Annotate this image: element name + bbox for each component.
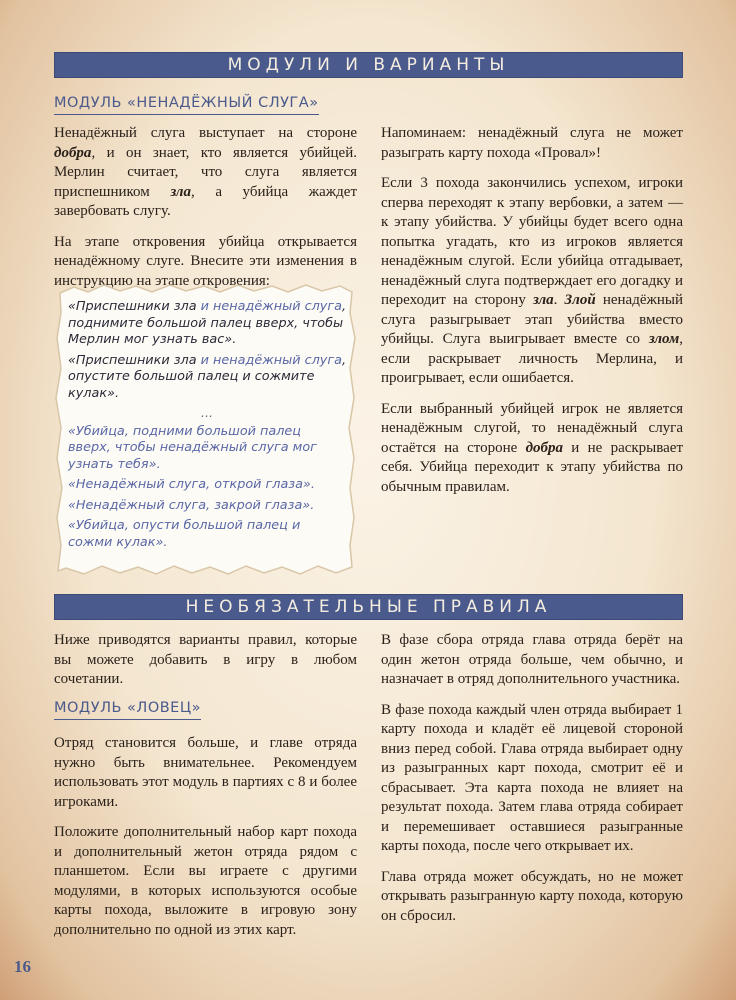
paragraph: Положите дополнительный набор карт похода и дополнительный жетон отряда рядом с планшетом. Если вы играете с другими модулями, в которых используются особые карты похода, выложите в игровую зону дополнительно по одной из этих карт.	[54, 824, 357, 938]
emphasis-evil: зла	[170, 183, 191, 200]
module1-right-column	[381, 124, 683, 508]
script-line: «Убийца, опусти большой палец и сожми кулак».	[68, 518, 301, 550]
paragraph: Если выбранный убийцей игрок не является ненадёжным слугой, то ненадёжный слуга остаётся на стороне добра и не раскрывает себя. Убийца переходит к этапу убийства по обычным правилам.	[381, 400, 684, 495]
paragraph: Ниже приводятся варианты правил, которые вы можете добавить в игру в любом сочетании.	[54, 632, 357, 687]
paragraph: На этапе откровения убийца открывается ненадёжному слуге. Внесите эти изменения в инструкцию на этапе откровения:	[54, 233, 357, 289]
inserted-text: и ненадёжный слуга	[200, 299, 342, 314]
script-line: «Убийца, подними большой палец вверх, чтобы ненадёжный слуга мог узнать тебя».	[68, 423, 317, 472]
paragraph: Если 3 похода закончились успехом, игроки сперва переходят к этапу вербовки, а затем — к этапу убийства. У убийцы будет всего одна попытка угадать, кто из игроков является ненадёжным слугой. Если убийца отгадывает, ненадёжный слуга подтверждает его догадку и переходит на сторону зла. Злой ненадёжный слуга разыгрывает этап убийства вместо убийцы. Слуга выигрывает вместе со злом, если раскрывает личность Мерлина, и проигрывает, если ошибается.	[381, 175, 684, 386]
optional-left-column	[54, 631, 357, 701]
module-heading-hunter: МОДУЛЬ «ЛОВЕЦ»	[54, 700, 201, 720]
script-line: «Приспешники зла и ненадёжный слуга, поднимите большой палец вверх, чтобы Мерлин мог узнать вас».	[68, 299, 347, 347]
emphasis-good: добра	[54, 144, 92, 161]
script-line: «Ненадёжный слуга, закрой глаза».	[68, 497, 315, 513]
hunter-left-column	[54, 734, 357, 951]
module-heading-unreliable-servant: МОДУЛЬ «НЕНАДЁЖНЫЙ СЛУГА»	[54, 95, 319, 115]
paragraph: Напоминаем: ненадёжный слуга не может разыграть карту похода «Провал»!	[381, 125, 683, 161]
revelation-script-note	[54, 283, 357, 575]
emphasis-good: добра	[525, 439, 564, 456]
inserted-text: и ненадёжный слуга	[200, 352, 342, 368]
paragraph: В фазе похода каждый член отряда выбирает 1 карту похода и кладёт её лицевой стороной вниз перед собой. Глава отряда выбирает одну из разыгранных карт похода, смотрит её и сбрасывает. Эта карта похода не влияет на результат похода. Затем глава отряда собирает и перемешивает оставшиеся разыгранные карты похода, после чего открывает их.	[381, 701, 683, 854]
emphasis-evil: Злой	[564, 292, 596, 308]
script-line: «Ненадёжный слуга, открой глаза».	[68, 477, 315, 492]
section-banner-modules: МОДУЛИ И ВАРИАНТЫ	[54, 52, 683, 78]
paragraph: Глава отряда может обсуждать, но не может открывать разыгранную карту похода, которую он сбросил.	[381, 868, 683, 924]
module1-left-column	[54, 124, 357, 302]
section-banner-optional-rules: НЕОБЯЗАТЕЛЬНЫЕ ПРАВИЛА	[54, 594, 683, 620]
hunter-right-column	[381, 631, 683, 937]
script-ellipsis: ...	[200, 406, 214, 421]
emphasis-evil: зла	[532, 292, 554, 308]
emphasis-evil: злом	[648, 331, 680, 347]
paragraph: Ненадёжный слуга выступает на стороне добра, и он знает, кто является убийцей. Мерлин считает, что слуга является приспешником зла, а убийца жаждет завербовать слугу.	[54, 125, 357, 219]
page-number: 16	[14, 957, 31, 976]
paragraph: Отряд становится больше, и главе отряда нужно быть внимательнее. Рекомендуем использовать этот модуль в партиях с 8 и более игроками.	[54, 735, 357, 810]
script-line: «Приспешники зла и ненадёжный слуга, опустите большой палец и сожмите кулак».	[68, 352, 347, 401]
paragraph: В фазе сбора отряда глава отряда берёт на один жетон отряда больше, чем обычно, и назначает в отряд дополнительного участника.	[381, 632, 683, 687]
